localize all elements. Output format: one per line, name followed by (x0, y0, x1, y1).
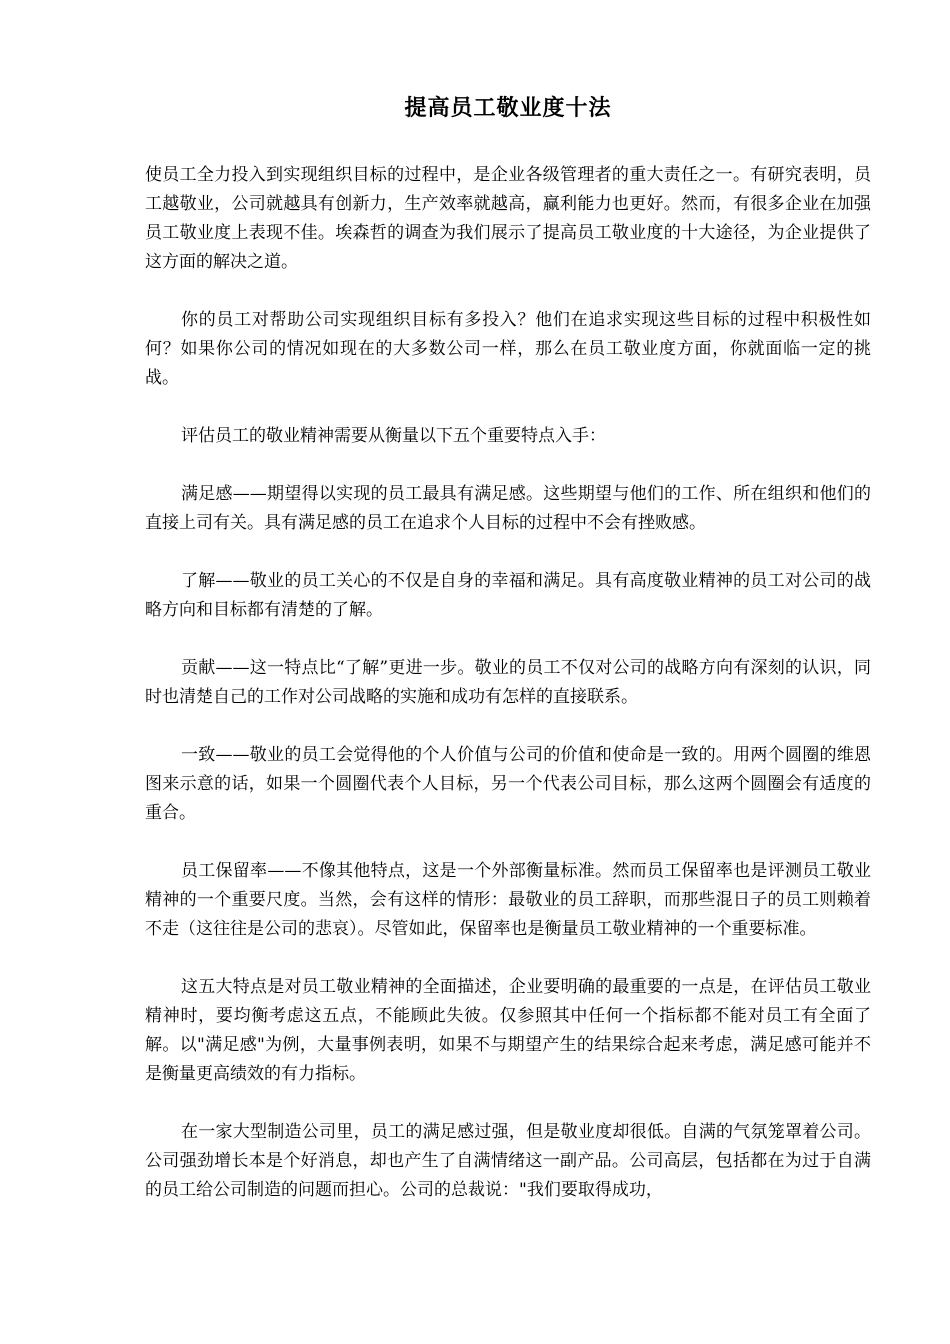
paragraph: 你的员工对帮助公司实现组织目标有多投入？他们在追求实现这些目标的过程中积极性如何？如果你公司的情况如现在的大多数公司一样，那么在员工敬业度方面，你就面临一定的挑战。 (145, 310, 871, 388)
document-body (145, 161, 871, 1205)
paragraph-contribution: 贡献——这一特点比“了解”更进一步。敬业的员工不仅对公司的战略方向有深刻的认识，同时也清楚自己的工作对公司战略的实施和成功有怎样的直接联系。 (145, 658, 871, 707)
paragraph: 在一家大型制造公司里，员工的满足感过强，但是敬业度却很低。自满的气氛笼罩着公司。公司强劲增长本是个好消息，却也产生了自满情绪这一副产品。公司高层，包括都在为过于自满的员工给公司制造的问题而担心。公司的总裁说："我们要取得成功， (145, 1122, 871, 1200)
paragraph-retention: 员工保留率——不像其他特点，这是一个外部衡量标准。然而员工保留率也是评测员工敬业精神的一个重要尺度。当然，会有这样的情形：最敬业的员工辞职，而那些混日子的员工则赖着不走（这往往是公司的悲哀）。尽管如此，保留率也是衡量员工敬业精神的一个重要标准。 (145, 861, 871, 939)
paragraph: 这五大特点是对员工敬业精神的全面描述，企业要明确的最重要的一点是，在评估员工敬业精神时，要均衡考虑这五点，不能顾此失彼。仅参照其中任何一个指标都不能对员工有全面了解。以"满足感"为例，大量事例表明，如果不与期望产生的结果综合起来考虑，满足感可能并不是衡量更高绩效的有力指标。 (145, 977, 871, 1084)
paragraph-satisfaction: 满足感——期望得以实现的员工最具有满足感。这些期望与他们的工作、所在组织和他们的直接上司有关。具有满足感的员工在追求个人目标的过程中不会有挫败感。 (145, 484, 871, 533)
paragraph-understanding: 了解——敬业的员工关心的不仅是自身的幸福和满足。具有高度敬业精神的员工对公司的战略方向和目标都有清楚的了解。 (145, 571, 871, 620)
paragraph: 评估员工的敬业精神需要从衡量以下五个重要特点入手： (181, 426, 606, 446)
document-title: 提高员工敬业度十法 (404, 95, 612, 121)
paragraph-alignment: 一致——敬业的员工会觉得他的个人价值与公司的价值和使命是一致的。用两个圆圈的维恩图来示意的话，如果一个圆圈代表个人目标，另一个代表公司目标，那么这两个圆圈会有适度的重合。 (145, 745, 871, 823)
document-page (145, 0, 871, 1234)
paragraph-intro: 使员工全力投入到实现组织目标的过程中，是企业各级管理者的重大责任之一。有研究表明，员工越敬业，公司就越具有创新力，生产效率就越高，赢利能力也更好。然而，有很多企业在加强员工敬业度上表现不佳。埃森哲的调查为我们展示了提高员工敬业度的十大途径，为企业提供了这方面的解决之道。 (145, 165, 871, 272)
